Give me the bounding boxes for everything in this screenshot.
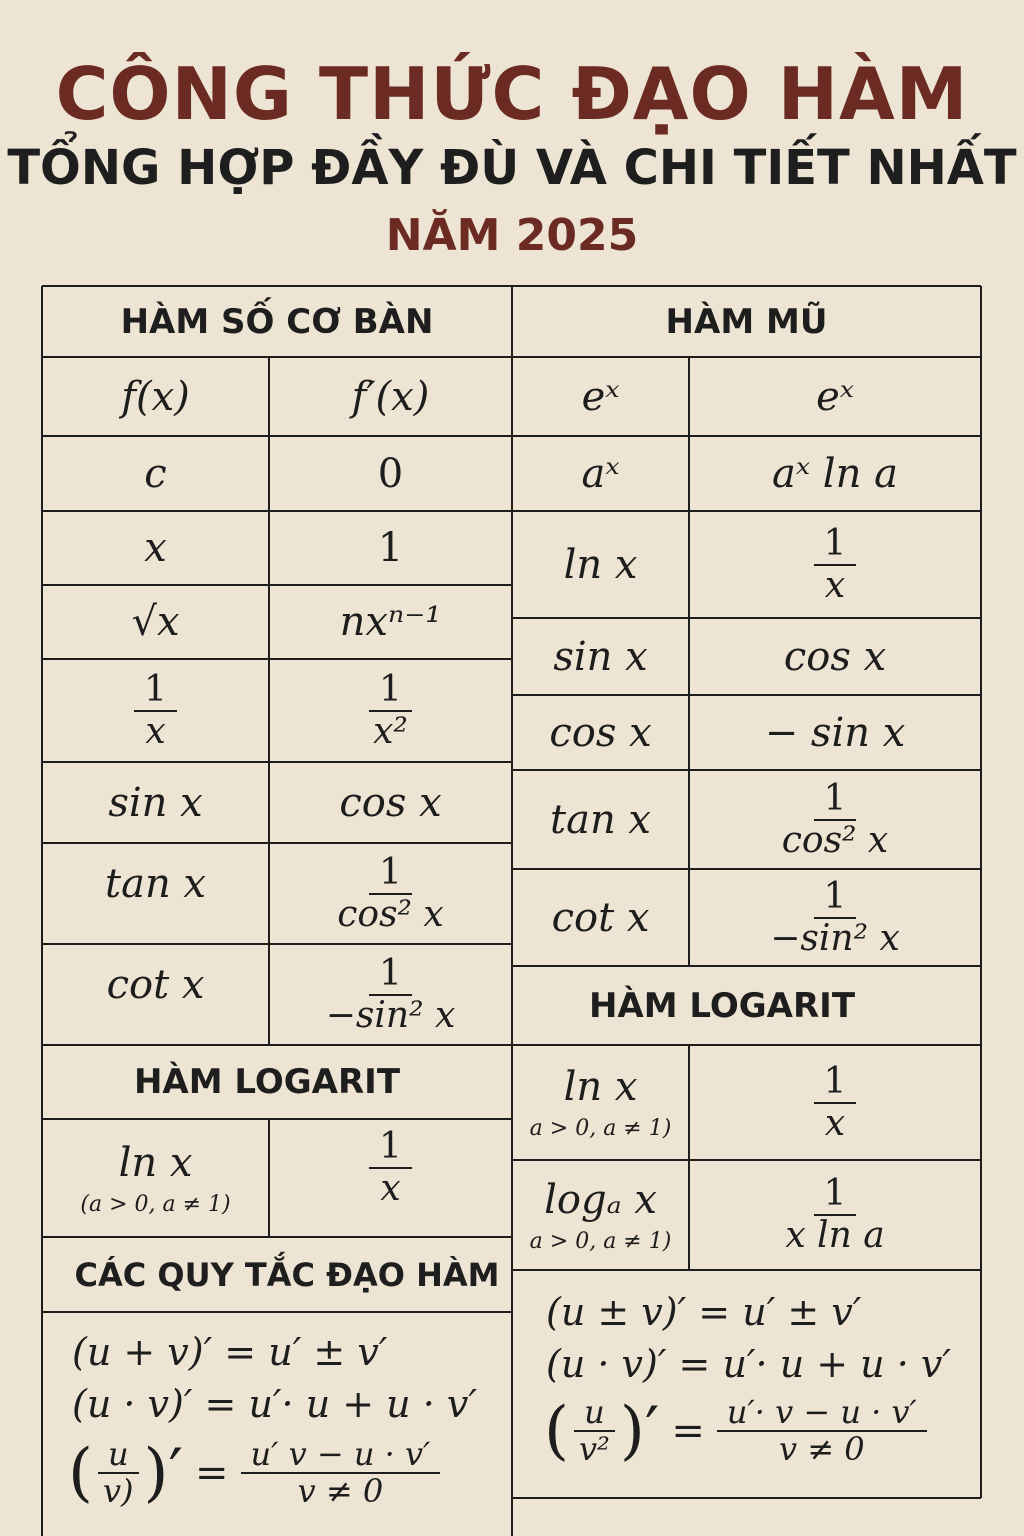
basic-f-sin: sin x — [108, 779, 203, 826]
basic-d-reciprocal — [269, 659, 512, 762]
left-rules-block — [72, 1326, 477, 1430]
exp-f-sin: sin x — [553, 633, 648, 680]
domain-condition: (a > 0, a ≠ 1) — [80, 1191, 231, 1217]
fraction-denominator: x — [824, 564, 846, 606]
fraction-numerator: 1 — [369, 853, 412, 895]
domain-condition: a > 0, a ≠ 1) — [529, 1116, 672, 1141]
fraction-denominator: x — [145, 710, 166, 752]
fraction-denominator: x² — [373, 710, 408, 752]
exp-f-tan: tan x — [550, 796, 651, 843]
basic-f-sqrt: √x — [131, 599, 180, 645]
exp-d-cot — [689, 869, 981, 966]
fraction-denominator: v² — [578, 1430, 610, 1468]
basic-f-constant: c — [144, 450, 167, 497]
right-logarit-heading: HÀM LOGARIT — [588, 985, 856, 1026]
exponential-heading: HÀM MŨ — [665, 301, 828, 342]
product-rule: (u · v)′ = u′· u + u · v′ — [72, 1382, 477, 1426]
product-rule: (u · v)′ = u′· u + u · v′ — [546, 1342, 951, 1386]
basic-fprime-header: f′(x) — [351, 373, 430, 420]
fraction-numerator: 1 — [814, 779, 857, 821]
exp-d-ln — [689, 511, 981, 618]
right-logarit-d-log — [689, 1160, 981, 1270]
fraction-numerator: 1 — [369, 670, 412, 712]
basic-d-x: 1 — [377, 525, 404, 571]
fraction-numerator: 1 — [814, 524, 857, 566]
fraction-numerator: u′ v − u · v′ — [241, 1437, 441, 1474]
rules-heading: CÁC QUY TẮC ĐẠO HÀM — [74, 1255, 500, 1294]
fraction-numerator: u — [574, 1395, 615, 1432]
right-logarit-d-ln — [689, 1045, 981, 1160]
fraction-numerator: u — [98, 1437, 139, 1474]
fraction-numerator: 1 — [134, 670, 177, 712]
close-paren: )′ — [619, 1394, 660, 1468]
fraction-denominator: v ≠ 0 — [297, 1472, 384, 1510]
sum-rule: (u + v)′ = u′ ± v′ — [72, 1330, 388, 1374]
exp-d-ax: aˣ ln a — [772, 450, 898, 497]
left-logarit-d — [269, 1119, 512, 1237]
basic-f-cot: cot x — [106, 962, 205, 1008]
basic-f-header: f(x) — [121, 373, 190, 420]
exp-d-ex: eˣ — [816, 373, 854, 420]
fraction-numerator: 1 — [814, 1174, 857, 1216]
basic-f-reciprocal — [42, 659, 269, 762]
basic-d-sin: cos x — [339, 779, 442, 826]
fraction-numerator: 1 — [369, 1127, 412, 1169]
right-logarit-f-log — [512, 1160, 689, 1270]
exp-d-cos: − sin x — [764, 709, 906, 756]
exp-f-ex: eˣ — [581, 373, 620, 420]
ln-x-label: ln x — [563, 1064, 638, 1110]
fraction-denominator: x — [380, 1167, 401, 1209]
exp-f-ax: aˣ — [581, 450, 620, 497]
fraction-numerator: u′· v − u · v′ — [717, 1395, 927, 1432]
exp-f-cot: cot x — [551, 894, 650, 941]
fraction-denominator: x ln a — [785, 1215, 885, 1256]
close-paren: )′ — [143, 1436, 184, 1510]
equals-sign: = — [671, 1408, 705, 1454]
page-year: NĂM 2025 — [385, 210, 639, 261]
domain-condition: a > 0, a ≠ 1) — [529, 1228, 672, 1254]
fraction-numerator: 1 — [814, 877, 857, 919]
basic-functions-heading: HÀM SỐ CƠ BÀN — [120, 301, 434, 342]
open-paren: ( — [68, 1436, 93, 1510]
basic-f-x: x — [144, 525, 167, 571]
fraction-denominator: cos² x — [781, 819, 889, 861]
right-rules-block — [546, 1286, 951, 1390]
page-subtitle: TỔNG HỢP ĐẦY ĐÙ VÀ CHI TIẾT NHẤT — [7, 140, 1017, 196]
right-logarit-f-ln — [512, 1045, 689, 1160]
left-logarit-heading: HÀM LOGARIT — [133, 1062, 401, 1102]
ln-x-label: ln x — [118, 1139, 193, 1186]
fraction-numerator: 1 — [369, 954, 412, 996]
basic-f-tan: tan x — [105, 861, 206, 907]
basic-d-tan — [269, 843, 512, 944]
exp-f-cos: cos x — [549, 709, 652, 756]
fraction-denominator: v) — [102, 1472, 134, 1510]
fraction-denominator: v ≠ 0 — [779, 1430, 865, 1468]
sum-rule: (u ± v)′ = u′ ± v′ — [546, 1290, 862, 1334]
fraction-denominator: x — [824, 1102, 846, 1144]
exp-d-sin: cos x — [783, 633, 887, 680]
basic-d-power: nxⁿ⁻¹ — [339, 599, 442, 645]
open-paren: ( — [544, 1394, 569, 1468]
exp-f-ln: ln x — [563, 541, 638, 588]
fraction-denominator: cos² x — [337, 893, 444, 935]
fraction-numerator: 1 — [814, 1062, 857, 1104]
right-quotient-rule — [544, 1394, 927, 1468]
equals-sign: = — [195, 1450, 229, 1496]
fraction-denominator: −sin² x — [770, 917, 900, 959]
page-title: CÔNG THỨC ĐẠO HÀM — [55, 52, 969, 136]
basic-d-cot — [269, 944, 512, 1045]
left-quotient-rule — [68, 1436, 440, 1510]
exp-d-tan — [689, 770, 981, 869]
left-logarit-f — [42, 1119, 269, 1237]
fraction-denominator: −sin² x — [325, 994, 456, 1036]
log-a-x-label: logₐ x — [544, 1176, 657, 1223]
basic-d-constant: 0 — [377, 450, 404, 497]
